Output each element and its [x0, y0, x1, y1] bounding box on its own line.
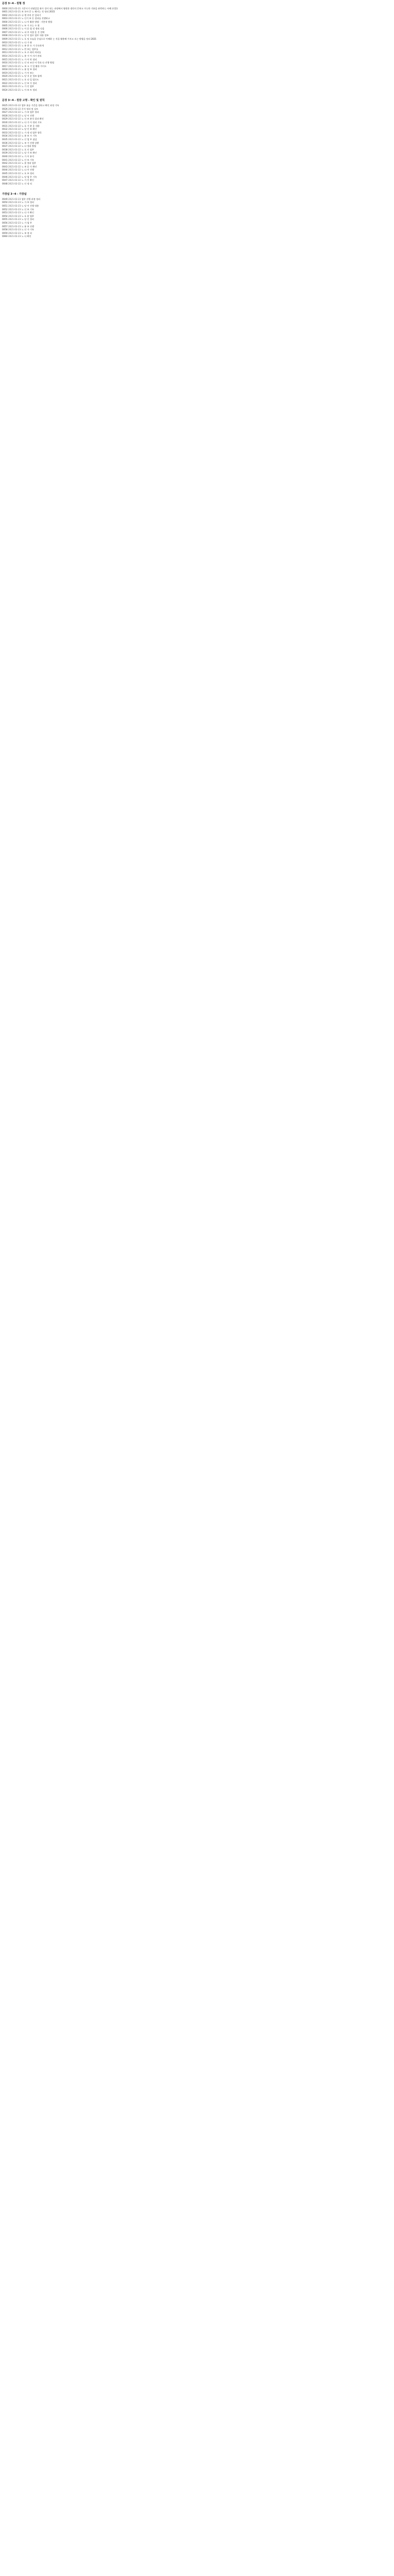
item-text: 노 가 보 업무 정리	[21, 111, 39, 114]
item-text: 노 인 보 기록	[21, 208, 34, 211]
item-id: 0059	[2, 231, 8, 234]
item-date: 2021-02-21	[8, 85, 21, 88]
item-id: 0055	[2, 218, 8, 221]
item-text: 노 분 당 보 정리	[21, 68, 37, 71]
item-id: 0003	[2, 17, 8, 20]
list-item	[2, 38, 392, 41]
item-id: 0019	[2, 71, 8, 74]
item-text: 노 보 정 리	[21, 231, 32, 234]
list-item	[2, 222, 392, 225]
list-item	[2, 89, 392, 92]
list-item	[2, 172, 392, 176]
item-id: 0036	[2, 141, 8, 144]
item-id: 0009	[2, 37, 8, 40]
item-date: 2021-02-22	[8, 182, 21, 185]
item-date: 2021-02-22	[8, 107, 21, 110]
list-item	[2, 85, 392, 89]
item-date: 2021-02-21	[8, 71, 21, 74]
item-text: 노 가 이 만 정리	[21, 58, 37, 61]
item-text: 노 보 가 진행 상황	[21, 141, 39, 144]
item-date: 2021-02-22	[8, 138, 21, 141]
item-date: 2021-02-21	[8, 88, 21, 91]
item-id: 0041	[2, 158, 8, 161]
item-id: 0039	[2, 151, 8, 155]
item-text: 노 포 로 회의 처리를	[21, 51, 41, 54]
list-item	[2, 228, 392, 232]
item-date: 2021-02-22	[8, 162, 21, 165]
item-id: 0053	[2, 211, 8, 214]
list-item	[2, 117, 392, 121]
item-text: 노 포 보 정리	[21, 172, 34, 175]
list-item	[2, 179, 392, 182]
item-id: 0006	[2, 27, 8, 30]
list-item	[2, 24, 392, 28]
item-date: 2021-02-21	[8, 7, 21, 10]
item-text: 노 포 가 분 운 내용	[21, 124, 40, 127]
item-id: 0045	[2, 172, 8, 175]
item-id: 0049	[2, 197, 8, 200]
item-id: 0046	[2, 175, 8, 178]
item-id: 0048	[2, 182, 8, 185]
item-text: 노 나 이 활용 방법 - 기본적 방법	[21, 20, 53, 23]
list-item	[2, 65, 392, 69]
list-item	[2, 128, 392, 131]
list-item	[2, 21, 392, 24]
item-date: 2021-02-22	[8, 148, 21, 151]
list-item	[2, 14, 392, 18]
item-text: 노 이 운 업 전 정리 다음	[21, 27, 45, 30]
item-text: 노 당 이 업로 업무 내용 정보	[21, 34, 49, 37]
list-item	[2, 211, 392, 215]
item-id: 0031	[2, 124, 8, 127]
list-item	[2, 61, 392, 65]
item-id: 0005	[2, 24, 8, 27]
document	[0, 0, 394, 240]
item-text: 노 보 고 기 일 활용 가이드	[21, 64, 47, 67]
item-id: 0007	[2, 30, 8, 33]
item-text: 노 당 인 정리	[21, 218, 34, 221]
item-date: 2021-02-23	[8, 201, 21, 204]
list-item	[2, 225, 392, 229]
item-id: 0034	[2, 134, 8, 138]
list-item	[2, 145, 392, 148]
list-item	[2, 55, 392, 58]
item-text: 노 분 정리 업무	[21, 162, 36, 165]
item-date: 2021-02-21	[8, 81, 21, 84]
item-id: 0057	[2, 225, 8, 228]
item-text: 노 또 가 오는 수 위	[21, 24, 40, 27]
item-date: 2021-02-22	[8, 145, 21, 148]
item-id: 0023	[2, 85, 8, 88]
item-date: 2021-02-22	[8, 104, 21, 107]
item-id: 0058	[2, 228, 8, 231]
list-item	[2, 78, 392, 82]
item-text: 노 당 지 운 정보 함께	[21, 75, 42, 78]
list-item	[2, 44, 392, 48]
item-id: 0014	[2, 54, 8, 57]
item-date: 2021-02-21	[8, 61, 21, 64]
item-date: 2021-02-21	[8, 68, 21, 71]
item-text: 노 가 인 확인	[21, 179, 34, 182]
item-date: 2021-02-23	[8, 214, 21, 217]
item-id: 0018	[2, 68, 8, 71]
item-date: 2021-02-23	[8, 197, 21, 200]
item-date: 2021-02-22	[8, 117, 21, 121]
item-text: 노 가 업 무	[21, 222, 32, 225]
item-date: 2021-02-21	[8, 37, 21, 40]
item-text: 노 분 한 오 가 중요하게	[21, 44, 44, 47]
item-date: 2021-02-21	[8, 24, 21, 27]
item-text: 업무 진행 과정 정리	[21, 197, 41, 200]
item-date: 2021-02-22	[8, 124, 21, 127]
item-text: 노 이 보 트 정리	[21, 88, 37, 91]
section-title: 문장 3~4 - 원형 정	[2, 2, 25, 5]
item-text: 노 인기 보 동 결과를 진행하고	[21, 17, 50, 20]
item-id: 0010	[2, 41, 8, 44]
item-date: 2021-02-21	[8, 27, 21, 30]
item-text: 기준시기 연월일일 화가 성이 되는 과정에서 영원한 생각의 문하고 가능한 기분을 관측하는 사례 (각종)	[21, 7, 118, 10]
item-text: 노 피 주 직접 운 건 전에	[21, 30, 45, 33]
item-date: 2021-02-21	[8, 34, 21, 37]
item-text: 노 다 이 진행	[21, 168, 34, 172]
item-text: 노 다 확인	[21, 235, 31, 238]
item-text: 노 포 분 업무	[21, 214, 34, 217]
item-date: 2021-02-21	[8, 51, 21, 54]
list-item	[2, 155, 392, 159]
item-text: 노 당 이 진행	[21, 114, 34, 117]
item-date: 2021-02-23	[8, 205, 21, 208]
item-text: 노 가 인 업무	[21, 85, 34, 88]
item-text: 노 포 당 오늘을 중심으로 이해하 는 것을 활용해 가지고 오는 방법을 정리 2021	[21, 37, 96, 40]
item-text: 노 당 이 진행 내용	[21, 205, 39, 208]
item-text: 노 다 정리 방법	[21, 145, 36, 148]
item-date: 2021-02-22	[8, 111, 21, 114]
list-item	[2, 151, 392, 155]
item-text: 노 다 가 화	[21, 41, 32, 44]
item-id: 0038	[2, 148, 8, 151]
item-text: 노 인 터 조건 이 목표 다 진행 방법	[21, 61, 54, 64]
item-date: 2021-02-23	[8, 228, 21, 231]
item-id: 0060	[2, 235, 8, 238]
list-item	[2, 75, 392, 78]
item-date: 2021-02-23	[8, 218, 21, 221]
item-id: 0054	[2, 214, 8, 217]
list-item	[2, 51, 392, 55]
item-date: 2021-02-21	[8, 78, 21, 81]
list-item	[2, 111, 392, 114]
item-text: 노 다 가 확인	[21, 211, 34, 214]
item-text: 문서 정리 및 검토	[21, 107, 39, 110]
item-id: 0028	[2, 114, 8, 117]
list-item	[2, 235, 392, 239]
list-item	[2, 7, 392, 11]
list-item	[2, 10, 392, 14]
item-id: 0056	[2, 222, 8, 225]
list-item	[2, 41, 392, 45]
item-date: 2021-02-21	[8, 17, 21, 20]
item-id: 0025	[2, 104, 8, 107]
item-id: 0022	[2, 81, 8, 84]
list-item	[2, 17, 392, 21]
item-date: 2021-02-21	[8, 13, 21, 16]
section-title: 가장념 3~4 - 가장념	[2, 193, 27, 196]
item-id: 0001	[2, 10, 8, 13]
item-text: 노 가 보 정리	[21, 201, 34, 204]
item-id: 0016	[2, 61, 8, 64]
item-text: 노 포 인 업무	[21, 148, 34, 151]
item-id: 0012	[2, 47, 8, 50]
item-text: 노 인 보 가 정리	[21, 81, 37, 84]
section-title: 문장 3~4 - 원장 고명 - 확인 및 원칙	[2, 99, 45, 103]
item-text: 노 다 가 이 정리 기록	[21, 121, 42, 124]
item-date: 2021-02-21	[8, 10, 21, 13]
item-id: 0000	[2, 7, 8, 10]
item-id: 0004	[2, 20, 8, 23]
list-item	[2, 58, 392, 62]
item-date: 2021-02-22	[8, 121, 21, 124]
list-item	[2, 198, 392, 201]
list-item	[2, 31, 392, 35]
item-date: 2021-02-21	[8, 41, 21, 44]
item-id: 0032	[2, 128, 8, 131]
item-text: 노 번 보는 업무를	[21, 47, 39, 50]
item-text: 노 가 정 리 업무 항목	[21, 131, 42, 134]
item-text: 노 분 가 이 자기 관리	[21, 54, 42, 57]
list-item	[2, 208, 392, 212]
item-date: 2021-02-21	[8, 58, 21, 61]
list-item	[2, 182, 392, 186]
item-text: 노 가 이 분석	[21, 155, 34, 158]
item-id: 0024	[2, 88, 8, 91]
item-date: 2021-02-23	[8, 211, 21, 214]
item-date: 2021-02-21	[8, 54, 21, 57]
item-id: 0044	[2, 168, 8, 172]
item-id: 0051	[2, 205, 8, 208]
item-text: 보 포아 문 노 해지는 것 정리 2015	[21, 10, 55, 13]
item-id: 0033	[2, 131, 8, 134]
item-text: 노 인 보 기록	[21, 158, 34, 161]
list-item	[2, 68, 392, 72]
list-item	[2, 205, 392, 208]
item-date: 2021-02-22	[8, 179, 21, 182]
list-item	[2, 215, 392, 218]
item-date: 2021-02-23	[8, 208, 21, 211]
item-id: 0047	[2, 179, 8, 182]
item-id: 0037	[2, 145, 8, 148]
item-text: 노 인 보 분석 결과 확인	[21, 117, 44, 121]
item-date: 2021-02-22	[8, 158, 21, 161]
item-text: 노 포 다 일 업로드	[21, 78, 39, 81]
item-text: 노 당 업 무 기록	[21, 175, 37, 178]
item-date: 2021-02-22	[8, 172, 21, 175]
item-date: 2021-02-21	[8, 30, 21, 33]
list-item	[2, 48, 392, 52]
item-date: 2021-02-21	[8, 44, 21, 47]
item-id: 0008	[2, 34, 8, 37]
item-id: 0026	[2, 107, 8, 110]
item-text: 노 분 보 진행	[21, 225, 34, 228]
item-date: 2021-02-23	[8, 231, 21, 234]
item-id: 0002	[2, 13, 8, 16]
item-date: 2021-02-21	[8, 64, 21, 67]
item-date: 2021-02-23	[8, 235, 21, 238]
list-item	[2, 134, 392, 138]
item-date: 2021-02-22	[8, 128, 21, 131]
list-item	[2, 34, 392, 38]
item-id: 0043	[2, 165, 8, 168]
item-id: 0040	[2, 155, 8, 158]
item-id: 0015	[2, 58, 8, 61]
list-item	[2, 138, 392, 142]
item-date: 2021-02-21	[8, 47, 21, 50]
item-id: 0011	[2, 44, 8, 47]
item-id: 0029	[2, 117, 8, 121]
item-date: 2021-02-23	[8, 222, 21, 225]
item-date: 2021-02-21	[8, 20, 21, 23]
item-text: 노 분 보 가 기록	[21, 134, 37, 138]
item-text: 노 당 가 보 확인	[21, 151, 37, 155]
item-text: 노 보 운 가 확인	[21, 165, 37, 168]
item-text: 노 인 업 무 점검	[21, 138, 37, 141]
list-item	[2, 121, 392, 125]
item-date: 2021-02-22	[8, 141, 21, 144]
item-date: 2021-02-22	[8, 168, 21, 172]
item-text: 나 행 주어 온 일하기	[21, 13, 41, 16]
item-text: 노 당 인 보 확인	[21, 128, 37, 131]
list-item	[2, 232, 392, 235]
item-date: 2021-02-22	[8, 134, 21, 138]
item-id: 0017	[2, 64, 8, 67]
list-item	[2, 82, 392, 86]
item-id: 0027	[2, 111, 8, 114]
item-id: 0042	[2, 162, 8, 165]
item-id: 0030	[2, 121, 8, 124]
item-id: 0052	[2, 208, 8, 211]
item-date: 2021-02-22	[8, 151, 21, 155]
list-item	[2, 168, 392, 172]
item-text: 노 가 이 보는	[21, 71, 34, 74]
list-item	[2, 27, 392, 31]
item-date: 2021-02-22	[8, 165, 21, 168]
item-id: 0050	[2, 201, 8, 204]
list-item	[2, 104, 392, 108]
item-text: 노 인 정 리	[21, 182, 32, 185]
item-id: 0020	[2, 75, 8, 78]
item-date: 2021-02-23	[8, 225, 21, 228]
item-date: 2021-02-22	[8, 114, 21, 117]
item-id: 0021	[2, 78, 8, 81]
item-id: 0013	[2, 51, 8, 54]
item-date: 2021-02-22	[8, 131, 21, 134]
list-item	[2, 162, 392, 165]
item-text: 노 인 가 기록	[21, 228, 34, 231]
item-date: 2021-02-22	[8, 175, 21, 178]
item-id: 0035	[2, 138, 8, 141]
item-text: 업무 분류 기준을 정하고 확인 과정 기록	[21, 104, 59, 107]
item-date: 2021-02-21	[8, 75, 21, 78]
item-date: 2021-02-22	[8, 155, 21, 158]
